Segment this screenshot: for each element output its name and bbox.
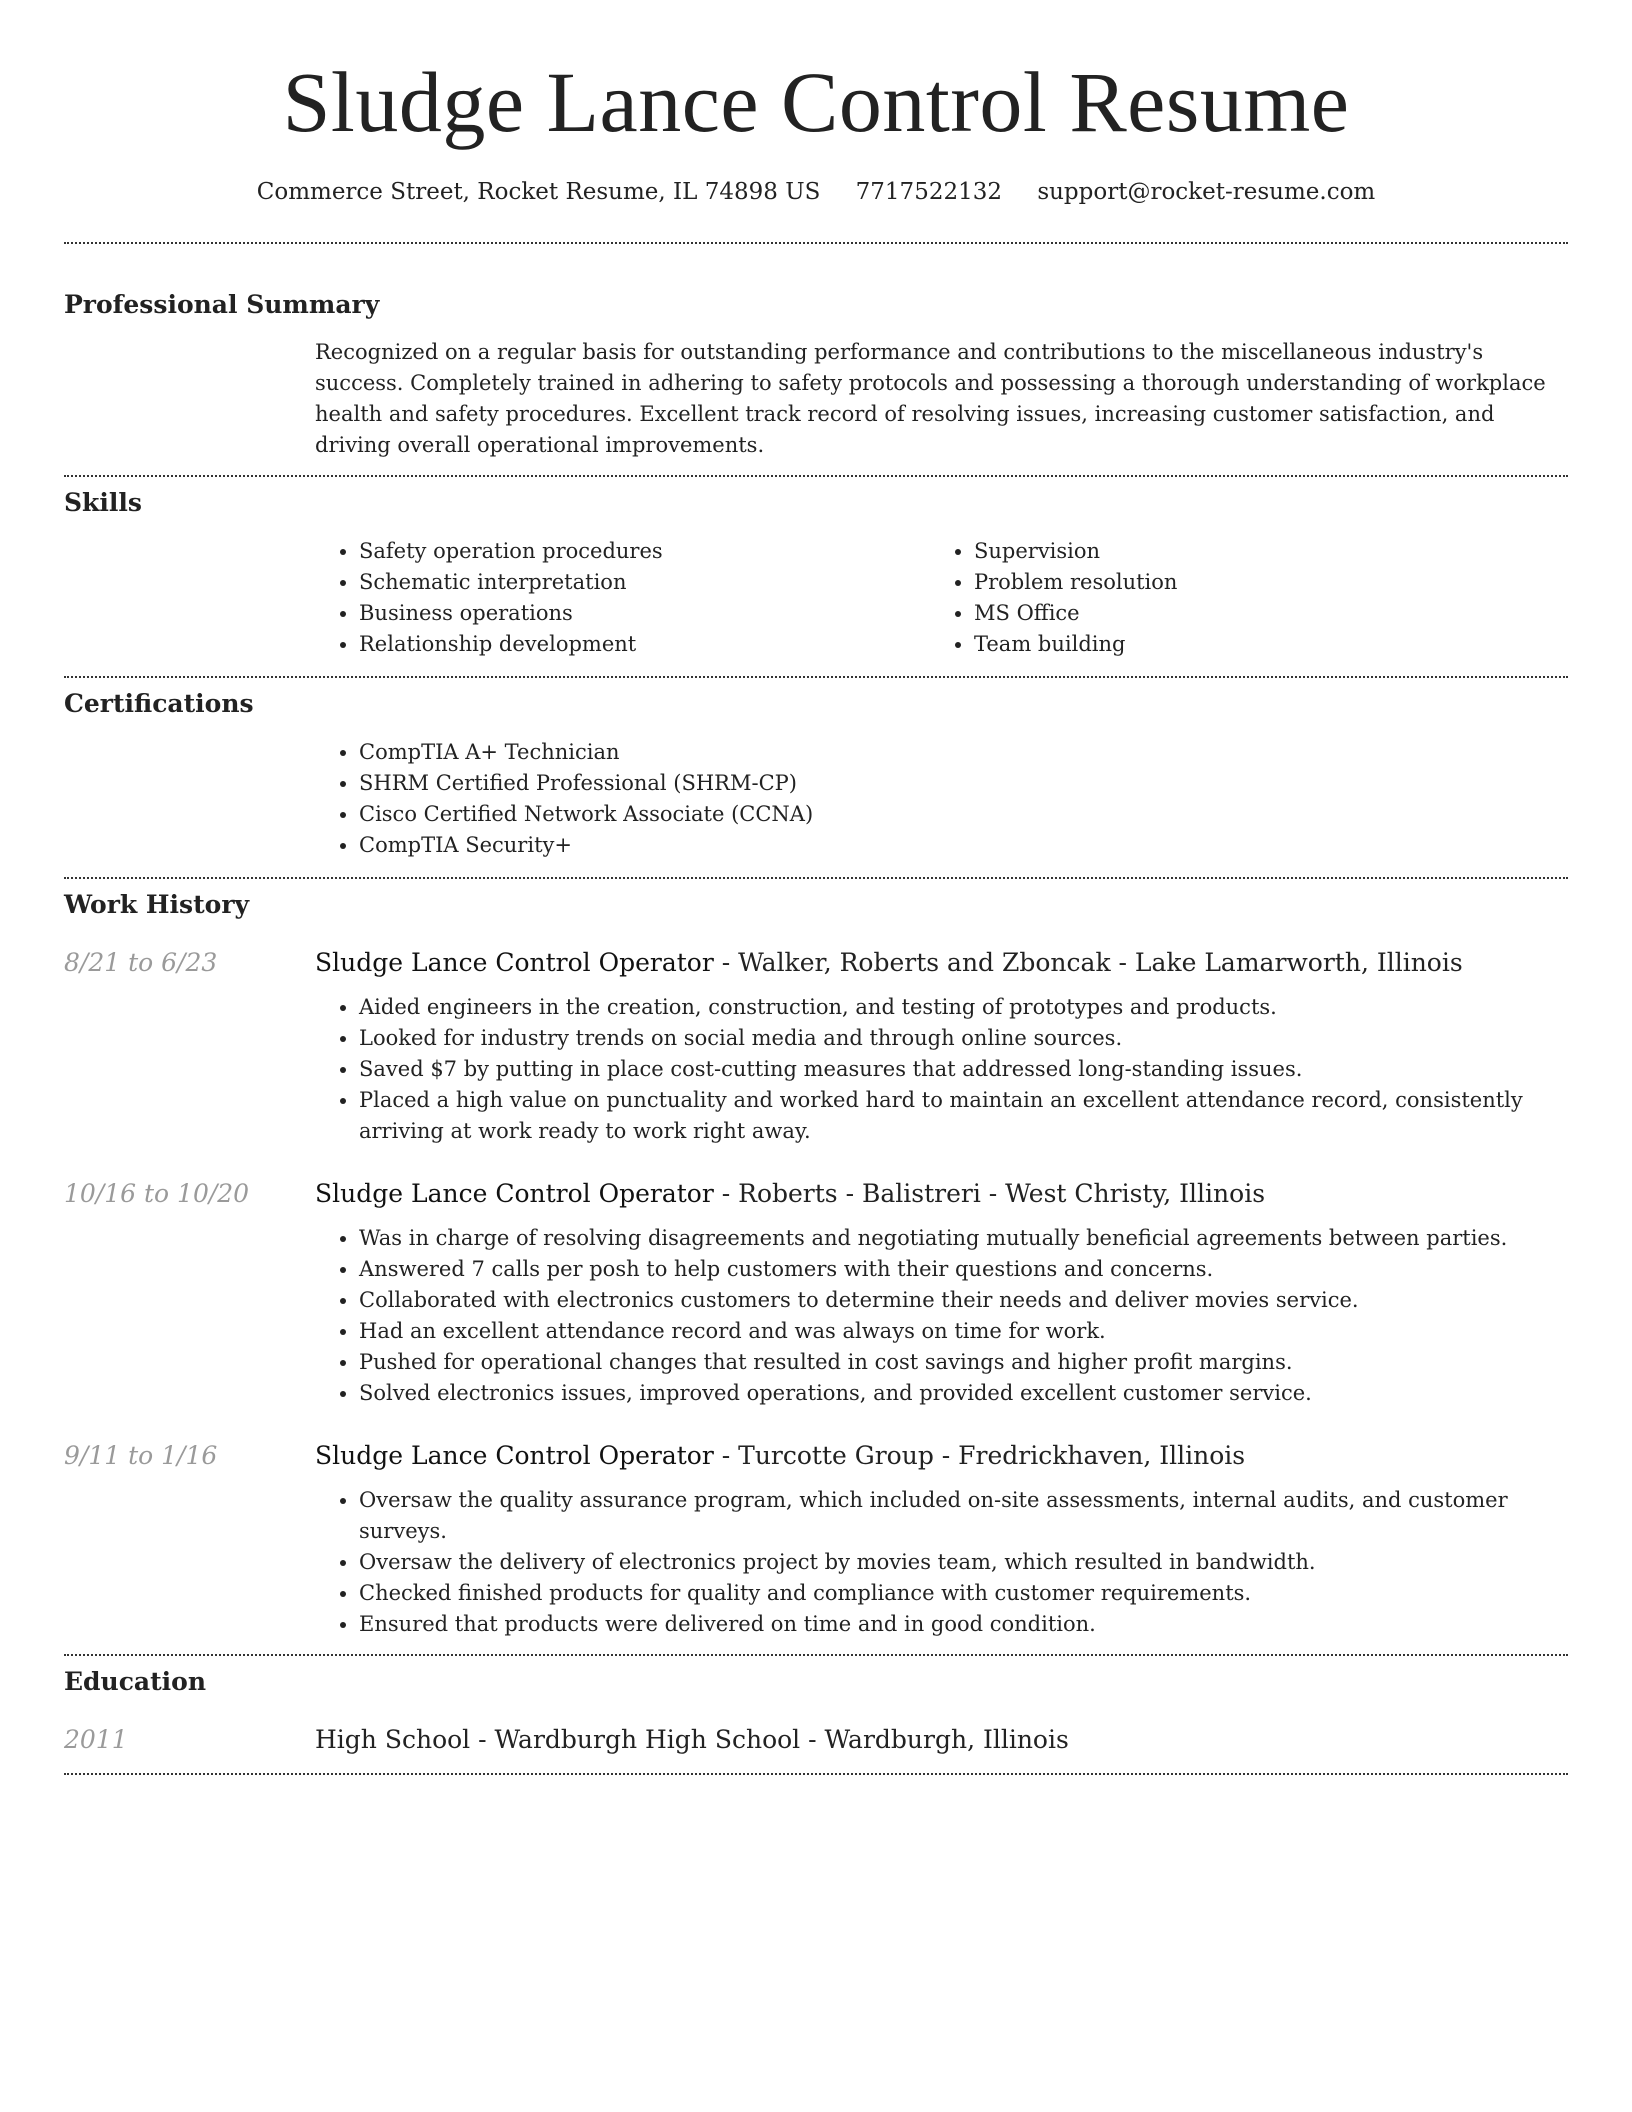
skill-item: • Supervision	[974, 536, 1545, 567]
job-duty: • Had an excellent attendance record and was always on time for work.	[359, 1316, 1568, 1347]
job-title: Sludge Lance Control Operator	[315, 1179, 714, 1208]
skills-column-left	[315, 536, 930, 660]
job-duty: • Answered 7 calls per posh to help customers with their questions and concerns.	[359, 1254, 1568, 1285]
job-duty: • Ensured that products were delivered on time and in good condition.	[359, 1609, 1568, 1640]
job-employer: - Turcotte Group - Fredrickhaven, Illinois	[713, 1441, 1246, 1470]
job-duties	[315, 1485, 1568, 1640]
job-duties	[315, 1223, 1568, 1409]
job-duty: • Looked for industry trends on social media and through online sources.	[359, 1023, 1568, 1054]
job-duty: • Pushed for operational changes that resulted in cost savings and higher profit margins.	[359, 1347, 1568, 1378]
job-entry	[64, 1177, 1568, 1409]
section-summary	[64, 244, 1568, 461]
skills-column-right	[930, 536, 1545, 660]
section-heading-skills: Skills	[64, 488, 142, 517]
certifications-body	[315, 737, 1568, 861]
job-duty: • Placed a high value on punctuality and worked hard to maintain an excellent attendance record, consistently arriving at work ready to work right away.	[359, 1085, 1568, 1147]
job-duties	[315, 992, 1568, 1147]
certification-item: • Cisco Certified Network Associate (CCNA)	[359, 799, 1568, 830]
job-header	[64, 1177, 1568, 1211]
job-dates: 8/21 to 6/23	[64, 948, 218, 977]
education-entry	[64, 1723, 1568, 1757]
job-duty: • Saved $7 by putting in place cost-cutting measures that addressed long-standing issues.	[359, 1054, 1568, 1085]
skill-item: • Business operations	[359, 598, 930, 629]
section-certifications	[64, 678, 1568, 861]
section-heading-education: Education	[64, 1667, 207, 1696]
job-heading	[315, 946, 1463, 980]
resume-page	[64, 0, 1568, 1775]
job-dates: 10/16 to 10/20	[64, 1179, 250, 1208]
section-heading-work-history: Work History	[64, 890, 250, 919]
job-dates: 9/11 to 1/16	[64, 1441, 218, 1470]
certification-item: • CompTIA Security+	[359, 830, 1568, 861]
skill-item: • MS Office	[974, 598, 1545, 629]
certification-item: • SHRM Certified Professional (SHRM-CP)	[359, 768, 1568, 799]
job-title: Sludge Lance Control Operator	[315, 948, 714, 977]
skills-columns	[315, 536, 1568, 660]
section-education	[64, 1656, 1568, 1757]
resume-title: Sludge Lance Control Resume	[282, 54, 1350, 150]
job-duty: • Collaborated with electronics customers to determine their needs and deliver movies service.	[359, 1285, 1568, 1316]
job-heading	[315, 1439, 1245, 1473]
divider	[64, 1773, 1568, 1775]
job-header	[64, 1439, 1568, 1473]
contact-email: support@rocket-resume.com	[1037, 179, 1376, 205]
job-entry	[64, 1439, 1568, 1640]
job-header	[64, 946, 1568, 980]
skill-item: • Safety operation procedures	[359, 536, 930, 567]
job-duty: • Was in charge of resolving disagreements and negotiating mutually beneficial agreements between parties.	[359, 1223, 1568, 1254]
job-duty: • Solved electronics issues, improved operations, and provided excellent customer service.	[359, 1378, 1568, 1409]
summary-body	[315, 337, 1568, 461]
job-duty: • Oversaw the delivery of electronics project by movies team, which resulted in bandwidth.	[359, 1547, 1568, 1578]
job-heading	[315, 1177, 1265, 1211]
section-work-history	[64, 879, 1568, 1640]
job-title: Sludge Lance Control Operator	[315, 1441, 714, 1470]
skill-item: • Relationship development	[359, 629, 930, 660]
job-duty: • Oversaw the quality assurance program, which included on-site assessments, internal audits, and customer surveys.	[359, 1485, 1568, 1547]
section-heading-summary: Professional Summary	[64, 290, 380, 319]
skill-item: • Team building	[974, 629, 1545, 660]
education-detail: High School - Wardburgh High School - Wardburgh, Illinois	[315, 1725, 1069, 1754]
skill-item: • Schematic interpretation	[359, 567, 930, 598]
section-heading-certifications: Certifications	[64, 689, 254, 718]
job-entry	[64, 946, 1568, 1147]
skill-item: • Problem resolution	[974, 567, 1545, 598]
contact-phone: 7717522132	[855, 179, 1002, 205]
education-year: 2011	[64, 1725, 128, 1754]
certification-item: • CompTIA A+ Technician	[359, 737, 1568, 768]
section-skills	[64, 477, 1568, 660]
contact-line	[64, 176, 1568, 208]
job-duty: • Checked finished products for quality and compliance with customer requirements.	[359, 1578, 1568, 1609]
job-employer: - Walker, Roberts and Zboncak - Lake Lamarworth, Illinois	[713, 948, 1463, 977]
job-duty: • Aided engineers in the creation, construction, and testing of prototypes and products.	[359, 992, 1568, 1023]
summary-text: Recognized on a regular basis for outstanding performance and contributions to the miscellaneous industry's success. Completely trained in adhering to safety protocols and possessing a thorough understanding of workplace health and safety procedures. Excellent track record of resolving issues, increasing customer satisfaction, and driving overall operational improvements.	[315, 340, 1546, 457]
contact-address: Commerce Street, Rocket Resume, IL 74898 US	[256, 179, 821, 205]
job-employer: - Roberts - Balistreri - West Christy, Illinois	[713, 1179, 1266, 1208]
